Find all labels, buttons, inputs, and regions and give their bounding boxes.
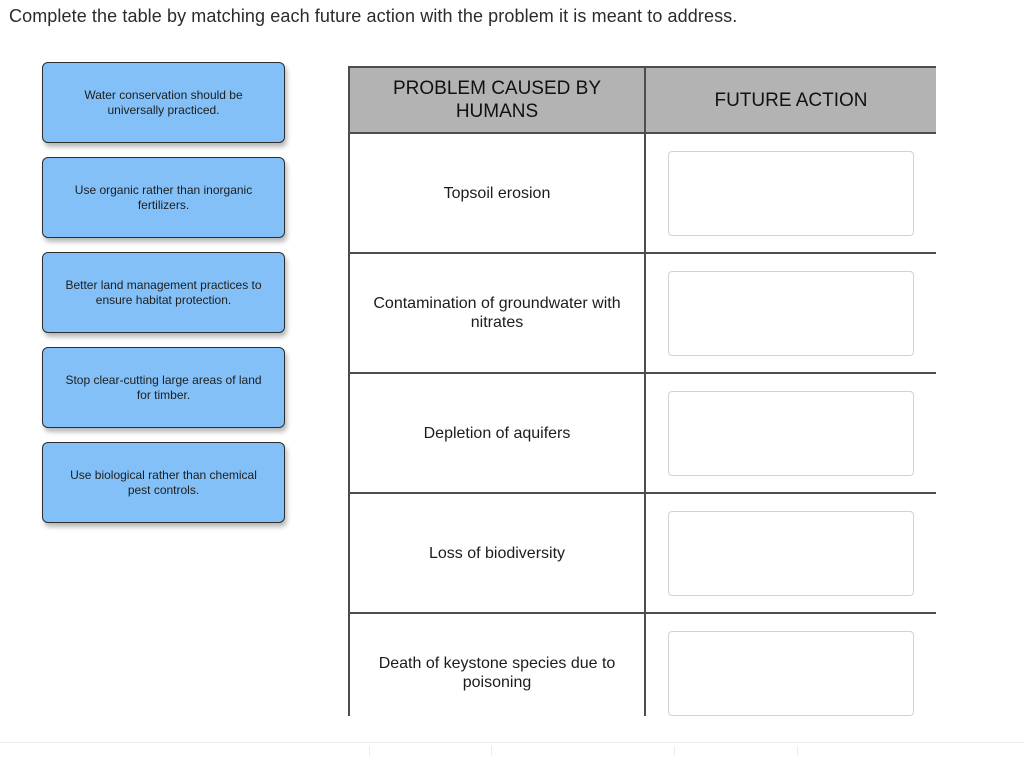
drop-zone[interactable] — [668, 151, 914, 236]
action-cell — [645, 253, 936, 373]
action-cell — [645, 373, 936, 493]
drop-zone[interactable] — [668, 631, 914, 716]
instruction-text: Complete the table by matching each future action with the problem it is meant to address. — [9, 6, 738, 26]
problem-cell: Topsoil erosion — [349, 133, 645, 253]
problem-cell: Contamination of groundwater with nitrates — [349, 253, 645, 373]
footer-tick — [369, 746, 370, 756]
action-cell — [645, 493, 936, 613]
answer-card[interactable] — [42, 442, 285, 523]
matching-table — [348, 66, 936, 716]
footer-tick — [491, 746, 492, 756]
answer-card[interactable] — [42, 157, 285, 238]
answer-card[interactable] — [42, 252, 285, 333]
problem-cell: Depletion of aquifers — [349, 373, 645, 493]
answer-card-label: Better land management practices to ensure habitat protection. — [65, 277, 262, 307]
answer-card[interactable] — [42, 347, 285, 428]
drop-zone[interactable] — [668, 511, 914, 596]
table-row — [349, 253, 936, 373]
problem-cell: Loss of biodiversity — [349, 493, 645, 613]
problem-cell: Death of keystone species due to poisoning — [349, 613, 645, 716]
matching-table-container — [348, 66, 936, 716]
table-row — [349, 613, 936, 716]
footer-tick — [674, 746, 675, 756]
answer-card-label: Stop clear-cutting large areas of land for timber. — [65, 372, 262, 402]
answer-card-bank — [42, 62, 286, 537]
header-problem: PROBLEM CAUSED BY HUMANS — [349, 67, 645, 133]
table-row — [349, 373, 936, 493]
answer-card-label: Water conservation should be universally practiced. — [84, 87, 243, 117]
table-row — [349, 493, 936, 613]
header-future-action: FUTURE ACTION — [645, 67, 936, 133]
table-header-row — [349, 67, 936, 133]
action-cell — [645, 613, 936, 716]
answer-card-label: Use biological rather than chemical pest controls. — [70, 467, 257, 497]
action-cell — [645, 133, 936, 253]
footer-tick — [797, 746, 798, 756]
drop-zone[interactable] — [668, 271, 914, 356]
table-row — [349, 133, 936, 253]
answer-card-label: Use organic rather than inorganic fertilizers. — [74, 182, 253, 212]
drop-zone[interactable] — [668, 391, 914, 476]
answer-card[interactable] — [42, 62, 285, 143]
footer-divider — [0, 742, 1024, 743]
